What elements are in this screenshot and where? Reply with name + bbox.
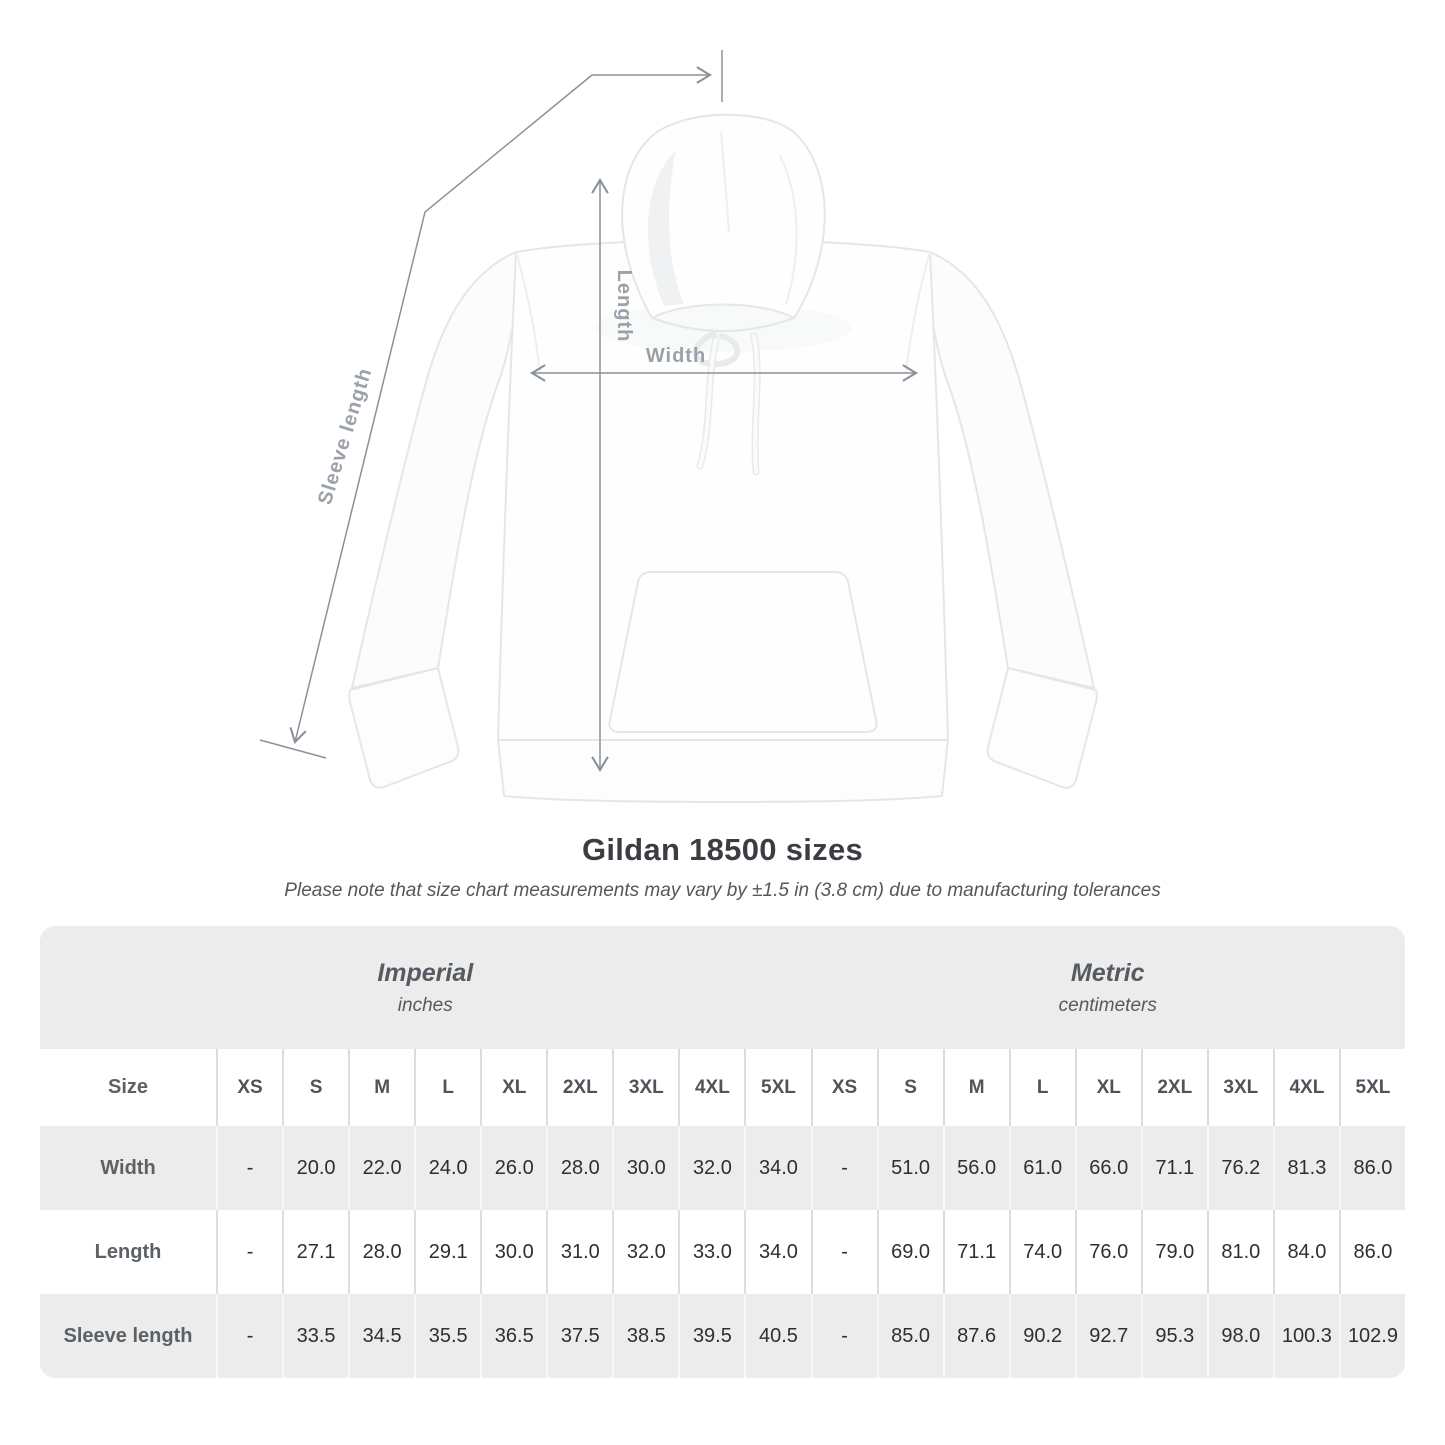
size-col-label: Size xyxy=(107,1076,149,1098)
value-cell-metric: - xyxy=(811,1294,877,1378)
hoodie-image xyxy=(349,115,1097,802)
value-cell-metric: 100.3 xyxy=(1273,1294,1339,1378)
size-header-imperial-5xl: 5XL xyxy=(744,1049,810,1126)
size-header-imperial-3xl: 3XL xyxy=(612,1049,678,1126)
value-cell-imperial: 28.0 xyxy=(348,1210,414,1294)
size-header-metric-4xl: 4XL xyxy=(1273,1049,1339,1126)
size-header-imperial-l: L xyxy=(414,1049,480,1126)
value-cell-imperial: 30.0 xyxy=(480,1210,546,1294)
value-cell-imperial: 28.0 xyxy=(546,1126,612,1210)
value-cell-imperial: 33.5 xyxy=(282,1294,348,1378)
value-cell-imperial: 35.5 xyxy=(414,1294,480,1378)
value-cell-imperial: 38.5 xyxy=(612,1294,678,1378)
imperial-header: Imperial xyxy=(377,958,474,987)
value-cell-metric: 51.0 xyxy=(877,1126,943,1210)
value-cell-metric: 98.0 xyxy=(1207,1294,1273,1378)
value-cell-metric: 90.2 xyxy=(1009,1294,1075,1378)
value-cell-imperial: 40.5 xyxy=(744,1294,810,1378)
tolerance-note: Please note that size chart measurements may vary by ±1.5 in (3.8 cm) due to manufacturing tolerances xyxy=(284,880,1161,901)
imperial-header-group xyxy=(40,926,811,1049)
measurement-row-width xyxy=(40,1126,1405,1210)
value-cell-imperial: 32.0 xyxy=(612,1210,678,1294)
value-cell-imperial: 30.0 xyxy=(612,1126,678,1210)
width-label: Width xyxy=(645,345,707,367)
value-cell-metric: 86.0 xyxy=(1339,1126,1405,1210)
value-cell-imperial: 37.5 xyxy=(546,1294,612,1378)
value-cell-metric: 81.0 xyxy=(1207,1210,1273,1294)
size-header-imperial-xs: XS xyxy=(216,1049,282,1126)
value-cell-metric: 66.0 xyxy=(1075,1126,1141,1210)
size-header-imperial-2xl: 2XL xyxy=(546,1049,612,1126)
value-cell-imperial: 36.5 xyxy=(480,1294,546,1378)
value-cell-imperial: 27.1 xyxy=(282,1210,348,1294)
imperial-unit: inches xyxy=(397,994,453,1016)
value-cell-imperial: 20.0 xyxy=(282,1126,348,1210)
size-header-metric-s: S xyxy=(877,1049,943,1126)
size-header-imperial-4xl: 4XL xyxy=(678,1049,744,1126)
value-cell-metric: 86.0 xyxy=(1339,1210,1405,1294)
value-cell-imperial: - xyxy=(216,1210,282,1294)
units-header-row xyxy=(40,926,1405,1049)
value-cell-metric: 74.0 xyxy=(1009,1210,1075,1294)
value-cell-imperial: 24.0 xyxy=(414,1126,480,1210)
row-label: Width xyxy=(100,1156,156,1179)
value-cell-metric: 84.0 xyxy=(1273,1210,1339,1294)
value-cell-metric: 95.3 xyxy=(1141,1294,1207,1378)
page-title: Gildan 18500 sizes xyxy=(581,832,864,867)
size-header-metric-5xl: 5XL xyxy=(1339,1049,1405,1126)
value-cell-imperial: 33.0 xyxy=(678,1210,744,1294)
measurement-row-sleeve-length xyxy=(40,1294,1405,1378)
value-cell-imperial: 22.0 xyxy=(348,1126,414,1210)
value-cell-metric: 76.2 xyxy=(1207,1126,1273,1210)
size-header-metric-xs: XS xyxy=(811,1049,877,1126)
value-cell-metric: - xyxy=(811,1126,877,1210)
value-cell-imperial: 34.5 xyxy=(348,1294,414,1378)
value-cell-metric: 102.9 xyxy=(1339,1294,1405,1378)
value-cell-imperial: 31.0 xyxy=(546,1210,612,1294)
sleeve-length-label: Sleeve length xyxy=(313,365,377,508)
size-header-metric-2xl: 2XL xyxy=(1141,1049,1207,1126)
value-cell-metric: 71.1 xyxy=(943,1210,1009,1294)
value-cell-metric: - xyxy=(811,1210,877,1294)
size-header-metric-3xl: 3XL xyxy=(1207,1049,1273,1126)
size-header-imperial-xl: XL xyxy=(480,1049,546,1126)
size-header-imperial-m: M xyxy=(348,1049,414,1126)
size-table xyxy=(40,926,1405,1378)
value-cell-metric: 71.1 xyxy=(1141,1126,1207,1210)
metric-unit: centimeters xyxy=(1058,994,1157,1016)
metric-header-group xyxy=(811,926,1406,1049)
size-header-metric-m: M xyxy=(943,1049,1009,1126)
size-header-metric-xl: XL xyxy=(1075,1049,1141,1126)
value-cell-imperial: 26.0 xyxy=(480,1126,546,1210)
value-cell-metric: 92.7 xyxy=(1075,1294,1141,1378)
length-label: Length xyxy=(613,269,635,343)
value-cell-imperial: 29.1 xyxy=(414,1210,480,1294)
value-cell-metric: 87.6 xyxy=(943,1294,1009,1378)
value-cell-metric: 79.0 xyxy=(1141,1210,1207,1294)
value-cell-imperial: 34.0 xyxy=(744,1210,810,1294)
value-cell-imperial: - xyxy=(216,1294,282,1378)
value-cell-metric: 76.0 xyxy=(1075,1210,1141,1294)
value-cell-metric: 61.0 xyxy=(1009,1126,1075,1210)
value-cell-imperial: 34.0 xyxy=(744,1126,810,1210)
value-cell-metric: 85.0 xyxy=(877,1294,943,1378)
value-cell-imperial: 32.0 xyxy=(678,1126,744,1210)
value-cell-metric: 69.0 xyxy=(877,1210,943,1294)
value-cell-metric: 81.3 xyxy=(1273,1126,1339,1210)
row-label: Sleeve length xyxy=(63,1324,193,1347)
row-label: Length xyxy=(94,1240,162,1263)
metric-header: Metric xyxy=(1070,958,1145,987)
value-cell-imperial: 39.5 xyxy=(678,1294,744,1378)
size-header-row xyxy=(40,1049,1405,1126)
size-header-imperial-s: S xyxy=(282,1049,348,1126)
size-header-metric-l: L xyxy=(1009,1049,1075,1126)
sleeve-end-tick xyxy=(260,740,326,758)
value-cell-metric: 56.0 xyxy=(943,1126,1009,1210)
value-cell-imperial: - xyxy=(216,1126,282,1210)
measurement-row-length xyxy=(40,1210,1405,1294)
